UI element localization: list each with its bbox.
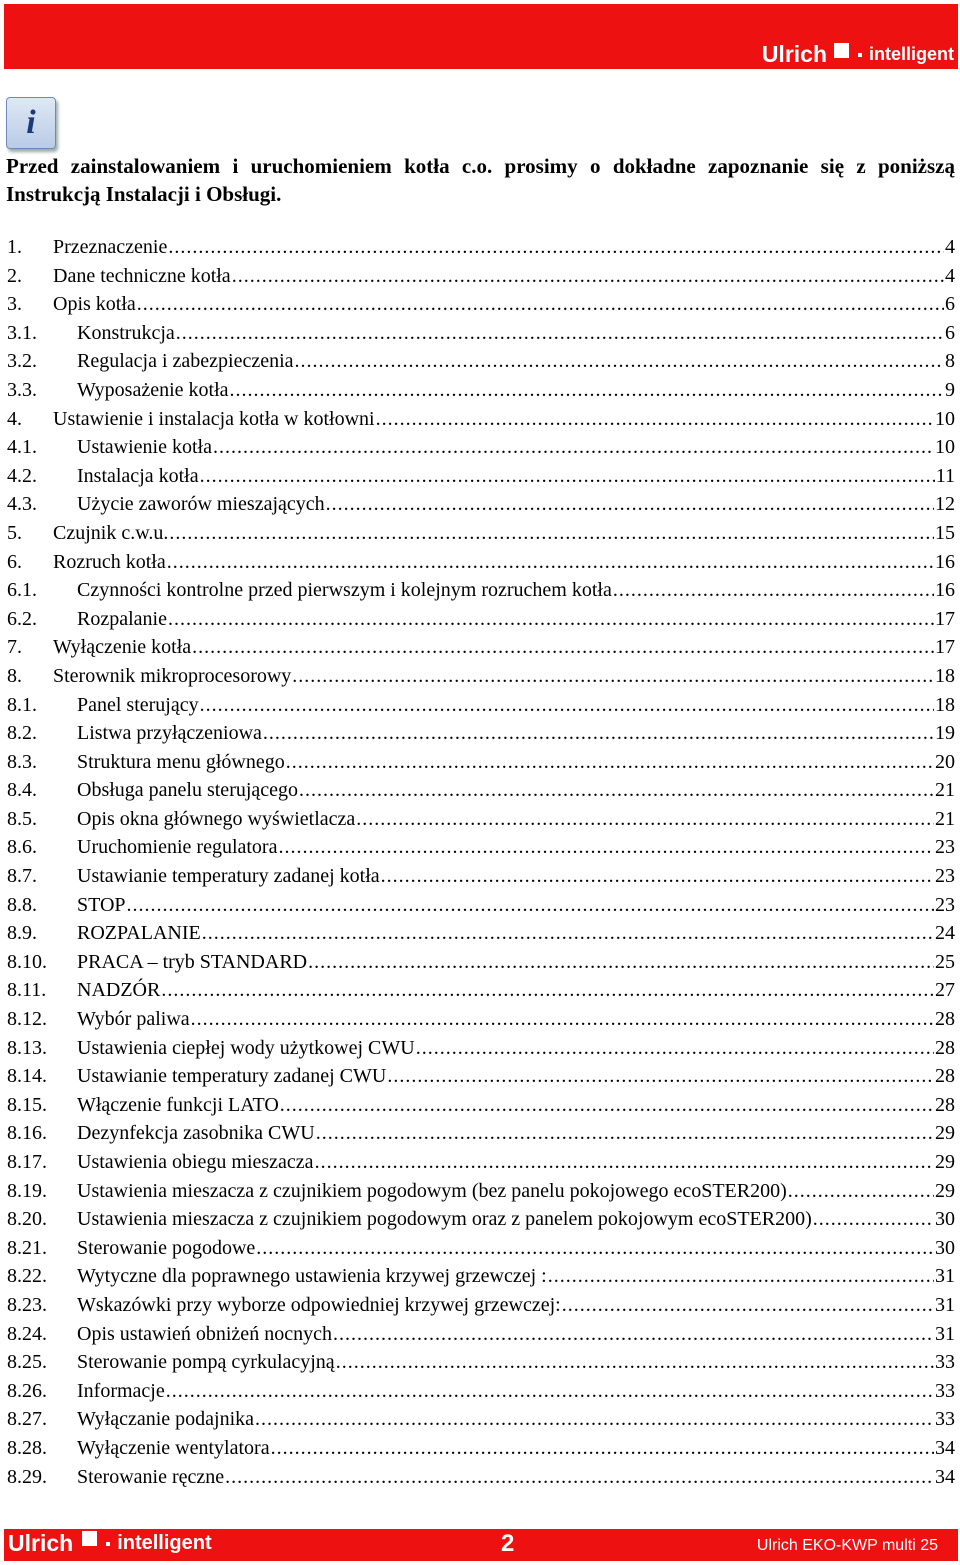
toc-entry-page: 23: [935, 865, 955, 888]
toc-entry-title: ROZPALANIE: [77, 922, 201, 945]
toc-entry-number: 4.2.: [7, 464, 37, 487]
footer-brand-dot-icon: [106, 1542, 110, 1546]
toc-entry[interactable]: [7, 836, 955, 865]
toc-dot-leader: [286, 751, 934, 774]
toc-entry[interactable]: [7, 1237, 955, 1266]
toc-entry[interactable]: [7, 865, 955, 894]
toc-entry[interactable]: [7, 751, 955, 780]
toc-entry-title: Ustawienie kotła: [77, 436, 212, 459]
toc-entry[interactable]: [7, 408, 955, 437]
header-bar: [4, 4, 958, 69]
toc-entry[interactable]: [7, 1208, 955, 1237]
toc-entry[interactable]: [7, 694, 955, 723]
toc-entry-title: Sterowanie pompą cyrkulacyjną: [77, 1351, 335, 1374]
brand-tagline: intelligent: [869, 44, 954, 64]
toc-entry-number: 8.9.: [7, 922, 37, 945]
toc-dot-leader: [548, 1265, 934, 1288]
toc-entry-number: 8.16.: [7, 1122, 47, 1145]
toc-entry[interactable]: [7, 522, 955, 551]
toc-dot-leader: [256, 1237, 934, 1260]
toc-entry-title: Sterowanie pogodowe: [77, 1236, 256, 1259]
toc-entry-title: Rozpalanie: [77, 607, 167, 630]
toc-entry-title: Ustawianie temperatury zadanej CWU: [77, 1065, 387, 1088]
toc-dot-leader: [167, 551, 934, 574]
toc-dot-leader: [326, 493, 934, 516]
toc-entry-number: 2.: [7, 264, 22, 287]
toc-entry-page: 24: [935, 922, 955, 945]
toc-entry-page: 16: [935, 579, 955, 602]
toc-entry-page: 8: [945, 350, 955, 373]
toc-entry-number: 8.24.: [7, 1322, 47, 1345]
toc-dot-leader: [127, 894, 934, 917]
page-number: 2: [501, 1530, 515, 1557]
toc-entry-page: 17: [935, 636, 955, 659]
toc-entry-page: 23: [935, 893, 955, 916]
toc-entry-title: Ustawienia mieszacza z czujnikiem pogodowym oraz z panelem pokojowym ecoSTER200): [77, 1208, 812, 1231]
toc-entry[interactable]: [7, 1094, 955, 1123]
intro-text: Przed zainstalowaniem i uruchomieniem kotła c.o. prosimy o dokładne zapoznanie się z poniższą Instrukcją Instalacji i Obsługi.: [6, 154, 955, 206]
toc-entry-page: 29: [935, 1122, 955, 1145]
toc-entry-page: 34: [935, 1465, 955, 1488]
toc-entry[interactable]: [7, 1265, 955, 1294]
toc-dot-leader: [299, 779, 934, 802]
toc-dot-leader: [192, 636, 934, 659]
footer-brand-tagline: intelligent: [117, 1532, 212, 1554]
toc-entry[interactable]: [7, 951, 955, 980]
toc-dot-leader: [813, 1208, 934, 1231]
toc-entry-page: 17: [935, 607, 955, 630]
toc-entry-number: 5.: [7, 521, 22, 544]
toc-entry-number: 8.7.: [7, 865, 37, 888]
toc-entry[interactable]: [7, 236, 955, 265]
toc-entry-title: Regulacja i zabezpieczenia: [77, 350, 294, 373]
toc-entry-page: 29: [935, 1151, 955, 1173]
toc-dot-leader: [271, 1437, 934, 1460]
toc-entry[interactable]: [7, 1151, 955, 1180]
footer-bar: [4, 1529, 958, 1561]
toc-entry-page: 4: [945, 236, 955, 258]
toc-entry[interactable]: [7, 1323, 955, 1352]
toc-entry-title: Ustawienie i instalacja kotła w kotłowni: [53, 407, 375, 430]
toc-entry-title: Dezynfekcja zasobnika CWU: [77, 1122, 315, 1145]
toc-entry[interactable]: [7, 1065, 955, 1094]
toc-dot-leader: [168, 236, 944, 259]
toc-dot-leader: [387, 1065, 934, 1088]
toc-entry-title: Konstrukcja: [77, 321, 175, 344]
toc-entry-number: 8.6.: [7, 836, 37, 859]
toc-entry-title: Struktura menu głównego: [77, 750, 285, 773]
toc-entry-number: 8.26.: [7, 1379, 47, 1402]
brand-name: Ulrich: [761, 41, 827, 67]
toc-entry-number: 8.2.: [7, 722, 37, 745]
toc-dot-leader: [255, 1408, 934, 1431]
toc-entry-number: 8.14.: [7, 1065, 47, 1088]
toc-dot-leader: [278, 836, 934, 859]
toc-entry[interactable]: [7, 551, 955, 580]
toc-entry-page: 25: [935, 950, 955, 973]
toc-entry-number: 1.: [7, 236, 22, 258]
toc-dot-leader: [316, 1122, 934, 1145]
toc-entry-title: Panel sterujący: [77, 693, 199, 716]
toc-entry-page: 28: [935, 1008, 955, 1031]
toc-entry[interactable]: [7, 579, 955, 608]
toc-dot-leader: [613, 579, 934, 602]
brand-logo: [762, 41, 954, 68]
toc-dot-leader: [200, 465, 935, 488]
toc-entry-page: 33: [935, 1351, 955, 1374]
toc-dot-leader: [308, 951, 934, 974]
toc-entry-page: 23: [935, 836, 955, 859]
toc-dot-leader: [336, 1351, 934, 1374]
toc-entry-page: 28: [935, 1065, 955, 1088]
toc-entry-number: 4.3.: [7, 493, 37, 516]
toc-entry-page: 18: [935, 693, 955, 716]
toc-entry-page: 31: [935, 1293, 955, 1316]
toc-entry-title: Przeznaczenie: [53, 236, 168, 258]
toc-entry[interactable]: [7, 722, 955, 751]
toc-entry[interactable]: [7, 1122, 955, 1151]
toc-dot-leader: [416, 1037, 934, 1060]
toc-entry[interactable]: [7, 922, 955, 951]
toc-entry-number: 8.28.: [7, 1436, 47, 1459]
toc-entry-page: 30: [935, 1208, 955, 1231]
toc-dot-leader: [356, 808, 934, 831]
toc-dot-leader: [280, 1094, 934, 1117]
toc-entry-page: 11: [935, 464, 955, 487]
toc-entry[interactable]: [7, 1351, 955, 1380]
toc-entry[interactable]: [7, 779, 955, 808]
toc-entry-title: Dane techniczne kotła: [53, 264, 231, 287]
toc-entry-page: 28: [935, 1093, 955, 1116]
toc-entry-number: 8.5.: [7, 807, 37, 830]
toc-entry[interactable]: [7, 1408, 955, 1437]
toc-entry-page: 33: [935, 1408, 955, 1431]
table-of-contents: [7, 236, 955, 1494]
toc-entry-page: 20: [935, 750, 955, 773]
toc-entry-title: Użycie zaworów mieszających: [77, 493, 325, 516]
toc-entry-number: 3.1.: [7, 321, 37, 344]
toc-entry-title: Rozruch kotła: [53, 550, 166, 573]
toc-entry-title: Czynności kontrolne przed pierwszym i kolejnym rozruchem kotła: [77, 579, 612, 602]
toc-entry-title: Listwa przyłączeniowa: [77, 722, 262, 745]
toc-entry-title: Wskazówki przy wyborze odpowiedniej krzywej grzewczej:: [77, 1293, 561, 1316]
toc-entry-title: Obsługa panelu sterującego: [77, 779, 299, 802]
toc-dot-leader: [161, 979, 934, 1002]
toc-entry[interactable]: [7, 979, 955, 1008]
toc-entry-page: 30: [935, 1236, 955, 1259]
toc-entry[interactable]: [7, 436, 955, 465]
document-title: Ulrich EKO-KWP multi 25: [756, 1537, 938, 1554]
toc-entry-number: 8.27.: [7, 1408, 47, 1431]
toc-entry-title: Sterowanie ręczne: [77, 1465, 225, 1488]
toc-entry-number: 6.1.: [7, 579, 37, 602]
toc-entry[interactable]: [7, 322, 955, 351]
toc-entry-number: 8.: [7, 664, 22, 687]
toc-entry-number: 8.11.: [7, 979, 47, 1002]
toc-entry-page: 28: [935, 1036, 955, 1059]
toc-entry[interactable]: [7, 1437, 955, 1466]
toc-entry[interactable]: [7, 665, 955, 694]
toc-dot-leader: [333, 1323, 934, 1346]
toc-entry-title: Wyłączanie podajnika: [77, 1408, 255, 1431]
toc-entry-number: 8.17.: [7, 1151, 47, 1173]
toc-entry-title: Uruchomienie regulatora: [77, 836, 278, 859]
toc-entry[interactable]: [7, 493, 955, 522]
toc-entry-page: 21: [935, 779, 955, 802]
toc-entry-page: 29: [935, 1179, 955, 1202]
toc-entry-title: Wybór paliwa: [77, 1008, 190, 1031]
toc-dot-leader: [232, 265, 944, 288]
toc-dot-leader: [225, 1466, 934, 1489]
toc-entry[interactable]: [7, 1466, 955, 1495]
brand-square-icon: [834, 43, 849, 58]
toc-entry-number: 8.23.: [7, 1293, 47, 1316]
toc-entry-number: 8.8.: [7, 893, 37, 916]
toc-entry-title: Sterownik mikroprocesorowy: [53, 664, 292, 687]
brand-dot-icon: [858, 53, 862, 57]
toc-dot-leader: [166, 1380, 934, 1403]
toc-entry-number: 6.2.: [7, 607, 37, 630]
toc-dot-leader: [381, 865, 934, 888]
toc-entry[interactable]: [7, 1294, 955, 1323]
toc-dot-leader: [376, 408, 934, 431]
toc-entry-page: 10: [935, 436, 955, 459]
toc-entry-title: PRACA – tryb STANDARD: [77, 950, 308, 973]
toc-entry-number: 8.4.: [7, 779, 37, 802]
toc-dot-leader: [137, 293, 944, 316]
toc-entry-title: NADZÓR: [77, 979, 161, 1002]
toc-entry-number: 8.10.: [7, 950, 47, 973]
toc-dot-leader: [263, 722, 934, 745]
footer-brand-name: Ulrich: [8, 1530, 74, 1556]
toc-entry-title: Ustawienia ciepłej wody użytkowej CWU: [77, 1036, 415, 1059]
toc-dot-leader: [562, 1294, 934, 1317]
toc-entry[interactable]: [7, 1180, 955, 1209]
toc-dot-leader: [200, 694, 934, 717]
toc-entry-title: Ustawianie temperatury zadanej kotła: [77, 865, 380, 888]
footer-brand-square-icon: [82, 1531, 97, 1546]
toc-entry-title: Opis okna głównego wyświetlacza: [77, 807, 356, 830]
toc-entry-title: Wyposażenie kotła: [77, 378, 229, 401]
toc-entry-number: 8.3.: [7, 750, 37, 773]
toc-entry-page: 9: [945, 378, 955, 401]
toc-entry-number: 8.20.: [7, 1208, 47, 1231]
toc-dot-leader: [213, 436, 934, 459]
toc-entry-title: Opis kotła: [53, 293, 136, 316]
toc-entry-number: 8.29.: [7, 1465, 47, 1488]
toc-entry-number: 8.13.: [7, 1036, 47, 1059]
toc-entry-page: 34: [935, 1436, 955, 1459]
toc-entry-page: 4: [945, 264, 955, 287]
toc-entry-number: 4.1.: [7, 436, 37, 459]
toc-dot-leader: [230, 379, 944, 402]
toc-entry[interactable]: [7, 1008, 955, 1037]
toc-entry[interactable]: [7, 293, 955, 322]
toc-entry-page: 31: [935, 1265, 955, 1288]
toc-entry-page: 18: [935, 664, 955, 687]
toc-entry-page: 12: [935, 493, 955, 516]
toc-entry-number: 7.: [7, 636, 22, 659]
toc-entry-number: 8.25.: [7, 1351, 47, 1374]
toc-entry-page: 6: [945, 321, 955, 344]
toc-entry-number: 6.: [7, 550, 22, 573]
toc-entry[interactable]: [7, 608, 955, 637]
toc-entry-page: 19: [935, 722, 955, 745]
toc-entry[interactable]: [7, 808, 955, 837]
toc-entry-number: 8.1.: [7, 693, 37, 716]
info-icon: i: [6, 97, 56, 149]
toc-entry[interactable]: [7, 894, 955, 923]
toc-dot-leader: [295, 350, 944, 373]
toc-entry-page: 15: [935, 521, 955, 544]
toc-dot-leader: [788, 1180, 934, 1203]
toc-entry-page: 31: [935, 1322, 955, 1345]
footer-brand-logo: [8, 1530, 212, 1557]
toc-dot-leader: [202, 922, 934, 945]
toc-entry-page: 16: [935, 550, 955, 573]
toc-entry-title: Wytyczne dla poprawnego ustawienia krzywej grzewczej :: [77, 1265, 547, 1288]
toc-entry-page: 10: [935, 407, 955, 430]
toc-entry[interactable]: [7, 350, 955, 379]
toc-dot-leader: [168, 608, 934, 631]
toc-entry-page: 27: [935, 979, 955, 1002]
toc-entry-number: 8.12.: [7, 1008, 47, 1031]
toc-dot-leader: [176, 322, 944, 345]
toc-entry-title: Wyłączenie wentylatora: [77, 1436, 270, 1459]
toc-entry-title: Opis ustawień obniżeń nocnych: [77, 1322, 332, 1345]
toc-entry-number: 8.19.: [7, 1179, 47, 1202]
toc-entry-title: Ustawienia mieszacza z czujnikiem pogodowym (bez panelu pokojowego ecoSTER200): [77, 1179, 787, 1202]
toc-entry-page: 33: [935, 1379, 955, 1402]
toc-entry-number: 3.: [7, 293, 22, 316]
toc-dot-leader: [169, 522, 934, 545]
toc-entry-number: 4.: [7, 407, 22, 430]
toc-entry-title: Informacje: [77, 1379, 165, 1402]
toc-entry-title: STOP: [77, 893, 126, 916]
toc-entry-title: Instalacja kotła: [77, 464, 199, 487]
toc-entry-number: 3.2.: [7, 350, 37, 373]
toc-entry-title: Czujnik c.w.u.: [53, 521, 169, 544]
toc-entry[interactable]: [7, 465, 955, 494]
toc-entry-title: Wyłączenie kotła: [53, 636, 192, 659]
toc-entry[interactable]: [7, 379, 955, 408]
toc-dot-leader: [191, 1008, 934, 1031]
toc-entry-number: 3.3.: [7, 378, 37, 401]
toc-entry-title: Ustawienia obiegu mieszacza: [77, 1151, 314, 1173]
toc-entry-title: Włączenie funkcji LATO: [77, 1093, 279, 1116]
toc-entry[interactable]: [7, 1380, 955, 1409]
toc-entry-page: 21: [935, 807, 955, 830]
toc-entry[interactable]: [7, 265, 955, 294]
toc-entry-number: 8.15.: [7, 1093, 47, 1116]
toc-entry-page: 6: [945, 293, 955, 316]
toc-dot-leader: [315, 1151, 934, 1174]
toc-entry-number: 8.22.: [7, 1265, 47, 1288]
toc-dot-leader: [292, 665, 934, 688]
toc-entry[interactable]: [7, 636, 955, 665]
toc-entry-number: 8.21.: [7, 1236, 47, 1259]
toc-entry[interactable]: [7, 1037, 955, 1066]
